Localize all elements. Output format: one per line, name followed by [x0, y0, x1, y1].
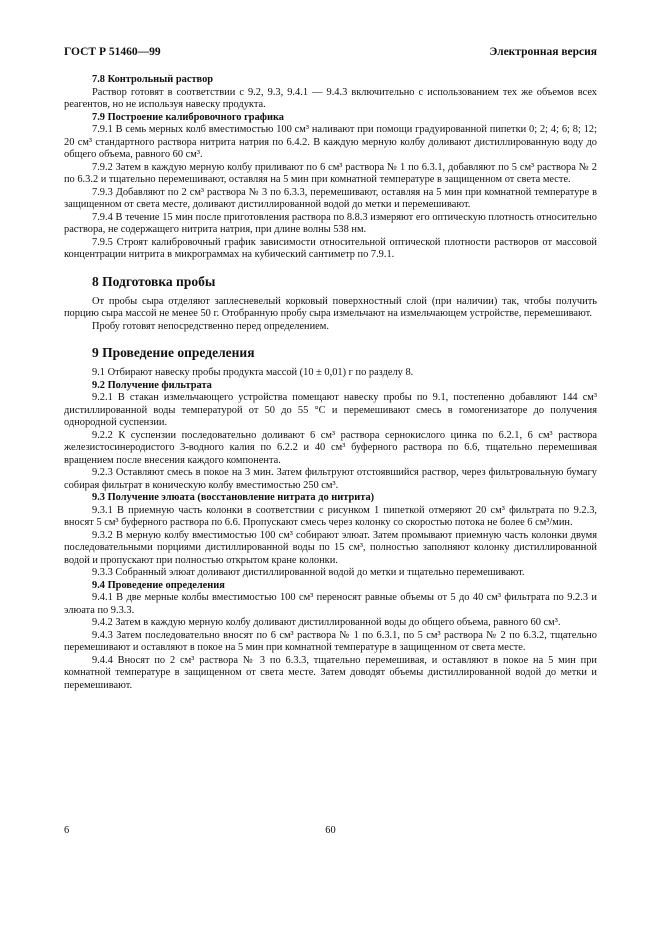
subsection-heading: 9.3 Получение элюата (восстановление нитрата до нитрита) — [92, 492, 375, 503]
paragraph: 7.9.4 В течение 15 мин после приготовления раствора по 8.8.3 измеряют его оптическую плотность относительно раствора, не содержащего нитрита натрия, при длине волны 538 нм. — [64, 211, 597, 235]
footer-center-number: 60 — [325, 825, 336, 836]
paragraph: 9.2.2 К суспензии последовательно доливают 6 см³ раствора сернокислого цинка по 6.2.1, 6 см³ раствора железистосинеродистого 3-водного калия по 6.2.2 и 40 см³ буферного раствора по 6.6, тщательно перемешивая вращением после внесения каждого компонента. — [64, 429, 597, 466]
paragraph: 7.9.3 Добавляют по 2 см³ раствора № 3 по 6.3.3, перемешивают, оставляя на 5 мин при комнатной температуре в защищенном от света месте, доливают дистиллированной водой до метки и перемешивают. — [64, 186, 597, 210]
page-number: 6 — [64, 825, 70, 836]
paragraph: 9.3.1 В приемную часть колонки в соответствии с рисунком 1 пипеткой отмеряют 20 см³ фильтрата по 9.2.3, вносят 5 см³ буферного раствора по 6.6. Пропускают смесь через колонку со скоростью потока не более 6 см³/мин. — [64, 504, 597, 528]
paragraph: 9.2.3 Оставляют смесь в покое на 3 мин. Затем фильтруют отстоявшийся раствор, через фильтровальную бумагу собирая фильтрат в коническую колбу вместимостью 250 см³. — [64, 467, 597, 491]
paragraph: 9.4.4 Вносят по 2 см³ раствора № 3 по 6.3.3, тщательно перемешивая, и оставляют в покое на 5 мин при комнатной температуре в защищенном от света месте. Затем доводят объемы дистиллированной водой до метки и перемешивают. — [64, 654, 597, 691]
paragraph: 9.4.1 В две мерные колбы вместимостью 100 см³ переносят равные объемы от 5 до 40 см³ фильтрата по 9.2.3 и элюата по 9.3.3. — [64, 592, 597, 616]
subsection-heading: 7.8 Контрольный раствор — [92, 74, 214, 85]
page-footer — [64, 825, 597, 839]
paragraph: 7.9.5 Строят калибровочный график зависимости относительной оптической плотности растворов от массовой концентрации нитрита в микрограммах на кубический сантиметр по 7.9.1. — [64, 236, 597, 260]
paragraph: 9.3.2 В мерную колбу вместимостью 100 см³ собирают элюат. Затем промывают приемную часть колонки двумя последовательными порциями дистиллированной воды по 15 см³, полностью заполняют колонку дистиллированной водой и пропускают при полностью открытом кране колонки. — [64, 529, 597, 566]
paragraph: От пробы сыра отделяют заплесневелый корковый поверхностный слой (при наличии) так, чтобы получить порцию сыра массой не менее 50 г. Отобранную пробу сыра измельчают на измельчающем устройстве, перемешивают. — [64, 295, 597, 319]
subsection-heading: 7.9 Построение калибровочного графика — [92, 111, 284, 123]
section-heading: 8 Подготовка пробы — [92, 273, 216, 289]
page-header — [64, 46, 597, 62]
paragraph: Раствор готовят в соответствии с 9.2, 9.3, 9.4.1 — 9.4.3 включительно с использованием тех же объемов всех реагентов, но не используя навеску продукта. — [64, 86, 597, 110]
paragraph: 9.1 Отбирают навеску пробы продукта массой (10 ± 0,01) г по разделу 8. — [92, 367, 414, 378]
paragraph: 9.4.2 Затем в каждую мерную колбу доливают дистиллированной воды до общего объема, равного 60 см³. — [92, 617, 561, 628]
paragraph: 7.9.2 Затем в каждую мерную колбу приливают по 6 см³ раствора № 1 по 6.3.1, добавляют по 5 см³ раствора № 2 по 6.3.2 и тщательно перемешивают, оставляя на 5 мин при комнатной температуре в защищенном от света месте. — [64, 161, 597, 185]
subsection-heading: 9.4 Проведение определения — [92, 579, 225, 591]
paragraph: 9.2.1 В стакан измельчающего устройства помещают навеску пробы по 9.1, постепенно добавляют 144 см³ дистиллированной воды температурой от 50 до 55 °С и перемешивают смесь в гомогенизаторе до получения однородной суспензии. — [64, 392, 597, 428]
paragraph: 7.9.1 В семь мерных колб вместимостью 100 см³ наливают при помощи градуированной пипетки 0; 2; 4; 6; 8; 12; 20 см³ стандартного раствора нитрита натрия по 6.4.2. В каждую мерную колбу доливают дистиллированную воду до общего объема, равного 60 см³. — [64, 124, 597, 160]
subsection-heading: 9.2 Получение фильтрата — [92, 379, 212, 391]
section-heading: 9 Проведение определения — [92, 345, 255, 360]
version-label: Электронная версия — [489, 46, 597, 58]
paragraph: 9.4.3 Затем последовательно вносят по 6 см³ раствора № 1 по 6.3.1, по 5 см³ раствора № 2 по 6.3.2, тщательно перемешивают и оставляют в покое на 5 мин при комнатной температуре в защищенном от света месте. — [64, 629, 597, 653]
standard-number: ГОСТ Р 51460—99 — [64, 46, 161, 58]
document-body — [64, 74, 597, 692]
paragraph: 9.3.3 Собранный элюат доливают дистиллированной водой до метки и тщательно перемешивают. — [92, 567, 525, 578]
paragraph: Пробу готовят непосредственно перед определением. — [92, 320, 329, 332]
